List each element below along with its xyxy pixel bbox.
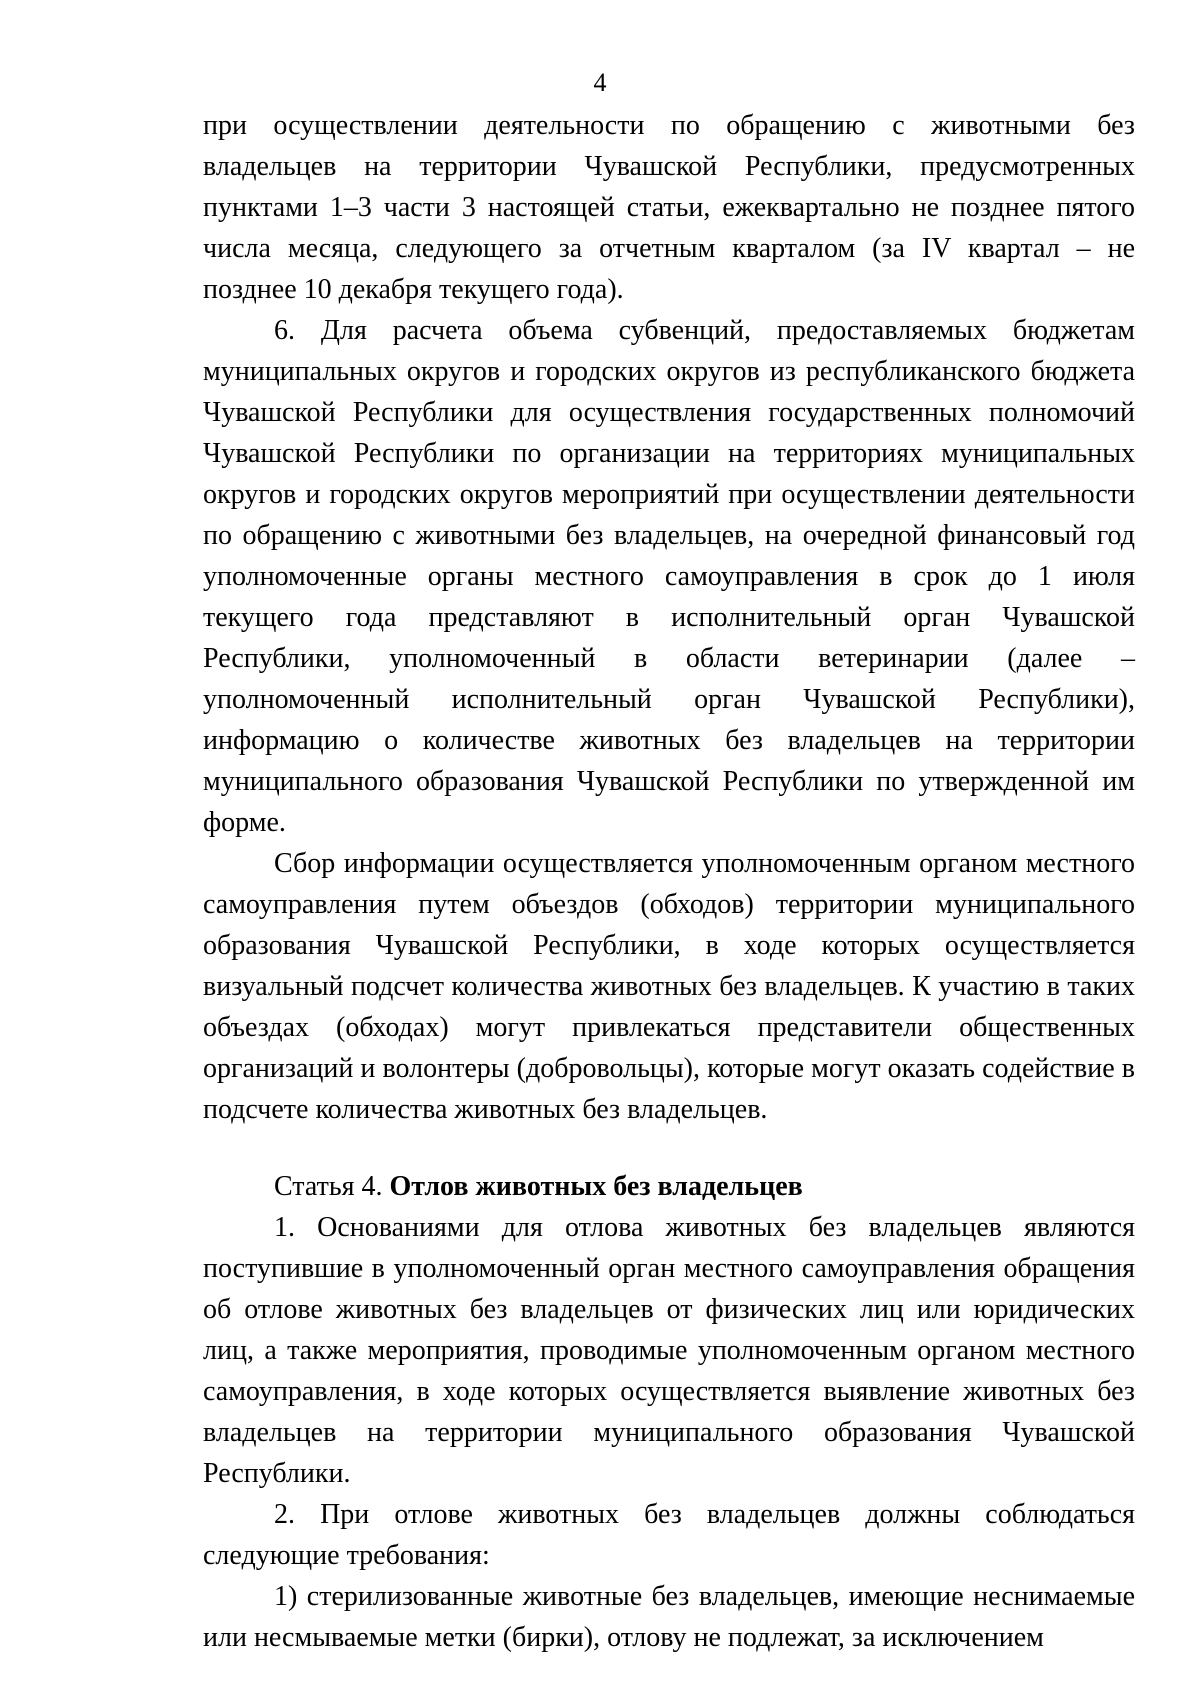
paragraph-info-collection: Сбор информации осуществляется уполномоченным органом местного самоуправления путем объездов (обходов) территории муниципального образования Чувашской Республики, в ходе которых осуществляется визуальный подсчет количества животных без владельцев. К участию в таких объездах (обходах) могут привлекаться представители общественных организаций и волонтеры (добровольцы), которые могут оказать содействие в подсчете количества животных без владельцев. — [203, 848, 1135, 1125]
paragraph-item-6: 6. Для расчета объема субвенций, предоставляемых бюджетам муниципальных округов и городских округов из республиканского бюджета Чувашской Республики для осуществления государственных полномочий Чувашской Республики по организации на территориях муниципальных округов и городских округов мероприятий при осуществлении деятельности по обращению с животными без владельцев, на очередной финансовый год уполномоченные органы местного самоуправления в срок до 1 июля текущего года представляют в исполнительный орган Чувашской Республики, уполномоченный в области ветеринарии (далее – уполномоченный исполнительный орган Чувашской Республики), информацию о количестве животных без владельцев на территории муниципального образования Чувашской Республики по утвержденной им форме. — [203, 315, 1135, 838]
article-4-heading — [203, 1166, 1135, 1207]
page-number: 4 — [593, 68, 607, 97]
paragraph-item-1: 1. Основаниями для отлова животных без владельцев являются поступившие в уполномоченный орган местного самоуправления обращения об отлове животных без владельцев от физических лиц или юридических лиц, а также мероприятия, проводимые уполномоченным органом местного самоуправления, в ходе которых осуществляется выявление животных без владельцев на территории муниципального образования Чувашской Республики. — [203, 1212, 1135, 1489]
article-title: Отлов животных без владельцев — [389, 1171, 803, 1202]
paragraph-subitem-1: 1) стерилизованные животные без владельцев, имеющие неснимаемые или несмываемые метки (бирки), отлову не подлежат, за исключением — [203, 1581, 1135, 1653]
paragraph-item-2: 2. При отлове животных без владельцев должны соблюдаться следующие требования: — [203, 1499, 1135, 1571]
paragraph-continuation: при осуществлении деятельности по обращению с животными без владельцев на территории Чувашской Республики, предусмотренных пунктами 1–3 части 3 настоящей статьи, ежеквартально не позднее пятого числа месяца, следующего за отчетным кварталом (за IV квартал – не позднее 10 декабря текущего года). — [203, 110, 1135, 305]
document-body — [203, 105, 1135, 1658]
article-number: Статья 4. — [274, 1171, 390, 1202]
